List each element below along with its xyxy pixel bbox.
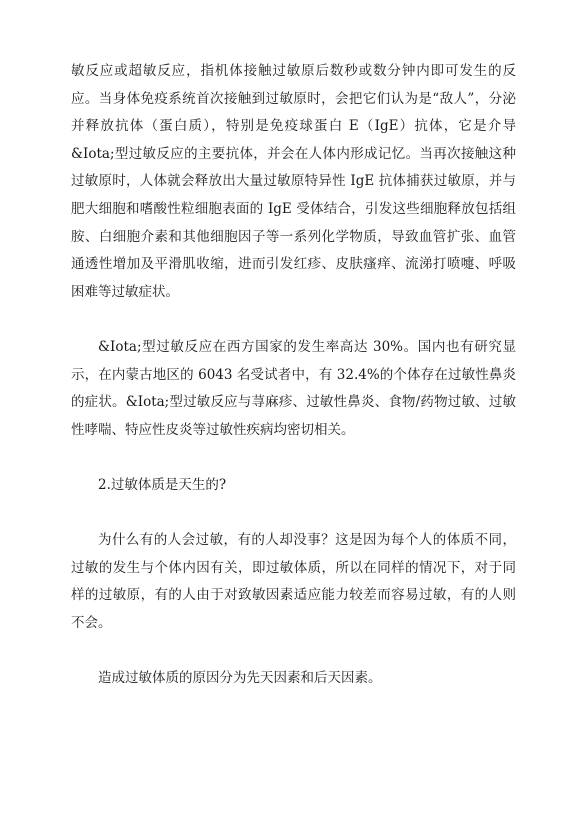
paragraph-causes: 造成过敏体质的原因分为先天因素和后天因素。	[98, 670, 382, 687]
document-body	[71, 58, 516, 693]
paragraph-gap	[71, 444, 516, 472]
paragraph-incidence: &Iota;型过敏反应在西方国家的发生率高达 30%。国内也有研究显示，在内蒙古地区的 6043 名受试者中，有 32.4%的个体存在过敏性鼻炎的症状。&Iota;型过敏反应与荨麻疹、过敏性鼻炎、食物/药物过敏、过敏性哮喘、特应性皮炎等过敏性疾病均密切相关。	[71, 338, 516, 438]
paragraph-gap	[71, 637, 516, 665]
paragraph-gap	[71, 500, 516, 528]
paragraph-constitution: 为什么有的人会过敏，有的人却没事？这是因为每个人的体质不同，过敏的发生与个体内因有关，即过敏体质，所以在同样的情况下，对于同样的过敏原，有的人由于对致敏因素适应能力较差而容易过敏，有的人则不会。	[71, 532, 516, 631]
section-heading: 2.过敏体质是天生的?	[98, 476, 227, 493]
paragraph-gap	[71, 306, 516, 334]
paragraph-allergy-mechanism: 敏反应或超敏反应，指机体接触过敏原后数秒或数分钟内即可发生的反应。当身体免疫系统首次接触到过敏原时，会把它们认为是“敌人”，分泌并释放抗体（蛋白质），特别是免疫球蛋白 E（IgE）抗体，它是介导&Iota;型过敏反应的主要抗体，并会在人体内形成记忆。当再次接触这种过敏原时，人体就会释放出大量过敏原特异性 IgE 抗体捕获过敏原，并与肥大细胞和嗜酸性粒细胞表面的 IgE 受体结合，引发这些细胞释放包括组胺、白细胞介素和其他细胞因子等一系列化学物质，导致血管扩张、血管通透性增加及平滑肌收缩，进而引发红疹、皮肤瘙痒、流涕打喷嚏、呼吸困难等过敏症状。	[71, 63, 516, 300]
